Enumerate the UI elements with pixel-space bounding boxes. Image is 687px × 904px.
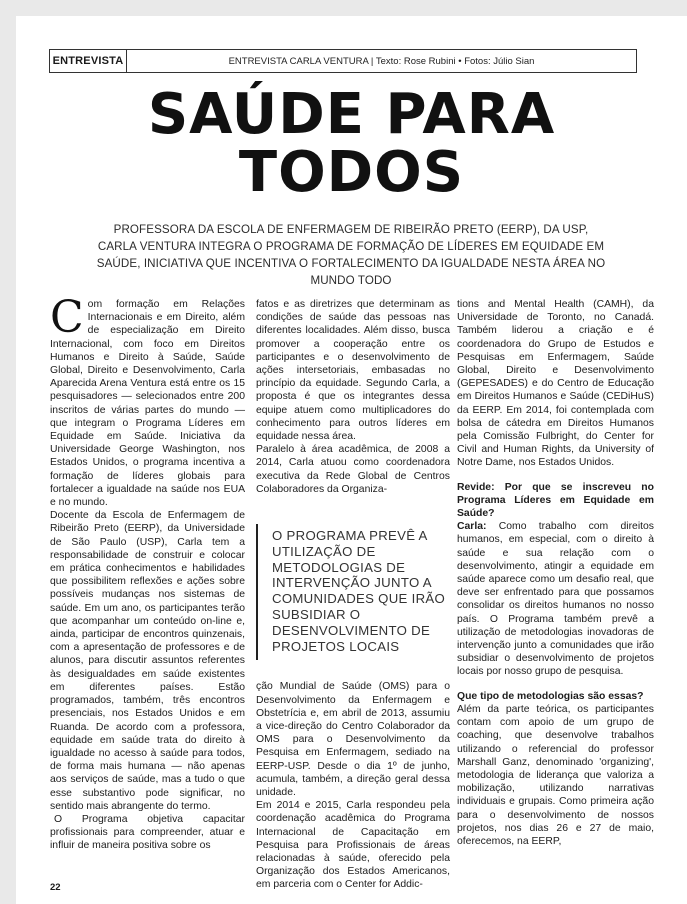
article-credits: ENTREVISTA CARLA VENTURA | Texto: Rose Rubini • Fotos: Júlio Sian (228, 55, 535, 67)
paragraph (50, 292, 245, 509)
page-number: 22 (50, 882, 61, 893)
paragraph: ção Mundial de Saúde (OMS) para o Desenvolvimento da Enfermagem e Obstetrícia e, em abril de 2013, assumiu a vice-direção do Centro Colaborador da OMS para o Desenvolvimento da Pesquisa em Enfermagem, sediado na EERP-USP. Desde o dia 1º de junho, acumula, também, a direção geral dessa unidade. (256, 681, 450, 799)
title-line-1: SAÚDE PARA (147, 82, 556, 147)
paragraph: Paralelo à área acadêmica, de 2008 a 2014, Carla atuou como coordenadora executiva da Rede Global de Centros Colaboradores da Organiza- (256, 444, 450, 495)
paragraph: tions and Mental Health (CAMH), da Universidade de Toronto, no Canadá. Também liderou a criação e é coordenadora do Grupo de Estudos e Pesquisas em Enfermagem, Saúde Global, Direito e Desenvolvimento (GEPESADES) e do Centro de Educação em Direitos Humanos e Saúde (CEDiHuS) da EERP. Em 2014, foi contemplada com bolsa de cátedra em Direitos Humanos pela Comissão Fulbright, do Center for Civil and Human Rights, da University of Notre Dame, nos Estados Unidos. (457, 299, 654, 469)
page-header (49, 49, 637, 73)
title-line-2: TODOS (238, 140, 465, 205)
paragraph: O Programa objetiva capacitar profissionais para compreender, atuar e influir de maneira positiva sobre os (50, 813, 245, 852)
interview-question: Que tipo de metodologias são essas? (457, 690, 644, 702)
column-1 (50, 292, 245, 853)
paragraph-text: om formação em Relações Internacionais e em Direito, além de especialização em Direito Internacional, com foco em Direitos Humanos e Direito à Saúde, Saúde Global, Direito e Desenvolvimento, Carla Aparecida Arena Ventura está entre os 15 pesquisadores — selecionados entre 200 inscritos de várias partes do mundo — que integram o Programa Líderes em Equidade em Saúde. Iniciativa da Universidade George Washington, nos Estados Unidos, o programa incentiva a formação de líderes globais para fortalecer a igualdade na saúde nos EUA e no mundo. (50, 299, 245, 509)
paragraph: Docente da Escola de Enfermagem de Ribeirão Preto (EERP), da Universidade de São Paulo (USP), Carla tem a responsabilidade de construir e colocar em prática conhecimentos e habilidades que possibilitem reflexões e ações sobre possíveis mudanças nos sistemas de saúde. Em um ano, os participantes terão que acompanhar um conteúdo on-line e, ainda, participar de encontros quinzenais, com a apresentação de professores e de alunos, para discutir assuntos referentes às desigualdades em saúde existentes em diferentes países. Estão programados, também, três encontros presenciais, nos Estados Unidos e em Ruanda. De acordo com a professora, equidade em saúde trata do direito à igualdade no acesso à saúde para todos, de forma mais humana — não apenas aos serviços de saúde, mas a tudo o que esse substantivo pode significar, no sentido mais abrangente do termo. (50, 510, 245, 812)
column-3 (457, 298, 654, 848)
magazine-page (16, 16, 687, 904)
column-2 (256, 298, 450, 892)
article-title (16, 82, 687, 205)
answer-text: Como trabalho com direitos humanos, em especial, com o direito à saúde e sua relação com o desenvolvimento, atingir a equidade em saúde aparece como um desafio real, que deve ser enfrentado para que possamos consolidar os direitos humanos no nosso país. O Programa também prevê a utilização de metodologias inovadoras de intervenção junto a comunidades que irão subsidiar o desenvolvimento de projetos locais por nosso grupo de pesquisa. (457, 521, 654, 678)
interview-question: Revide: Por que se inscreveu no Programa Líderes em Equidade em Saúde? (457, 481, 654, 520)
article-lead: PROFESSORA DA ESCOLA DE ENFERMAGEM DE RIBEIRÃO PRETO (EERP), DA USP, CARLA VENTURA INTEGRA O PROGRAMA DE FORMAÇÃO DE LÍDERES EM EQUIDADE EM SAÚDE, INICIATIVA QUE INCENTIVA O FORTALECIMENTO DA IGUALDADE NESTA ÁREA NO MUNDO TODO (96, 223, 606, 287)
interview-answer: Além da parte teórica, os participantes contam com apoio de um grupo de coaching, que desenvolve trabalhos utilizando o referencial do professor Marshall Ganz, denominado 'organizing', metodologia de liderança que valoriza a mobilização, utilizando narrativas individuais e grupais. Como primeira ação para o desenvolvimento de nossos projetos, nos dias 26 e 27 de maio, oferecemos, na EERP, (457, 703, 654, 847)
paragraph: fatos e as diretrizes que determinam as condições de saúde das pessoas nas diferentes localidades. Além disso, busca promover a cooperação entre os participantes e o desenvolvimento de ações intersetoriais, embasadas no princípio da equidade. Segundo Carla, a proposta é que os integrantes dessa equipe atuem como multiplicadores do conhecimento para outros líderes em equidade nessa área. (256, 299, 450, 443)
interview-answer (457, 520, 654, 678)
paragraph: Em 2014 e 2015, Carla respondeu pela coordenação acadêmica do Programa Internacional de Capacitação em Pesquisa para Profissionais de áreas relacionadas à saúde, oferecido pela Organização dos Estados Americanos, em parceria com o Center for Addic- (256, 800, 450, 891)
drop-cap: C (50, 292, 84, 343)
section-label: ENTREVISTA (50, 50, 127, 72)
answer-label: Carla: (457, 521, 487, 533)
pull-quote: O PROGRAMA PREVÊ A UTILIZAÇÃO DE METODOLOGIAS DE INTERVENÇÃO JUNTO A COMUNIDADES QUE IRÃO SUBSIDIAR O DESENVOLVIMENTO DE PROJETOS LOCAIS (256, 524, 450, 660)
